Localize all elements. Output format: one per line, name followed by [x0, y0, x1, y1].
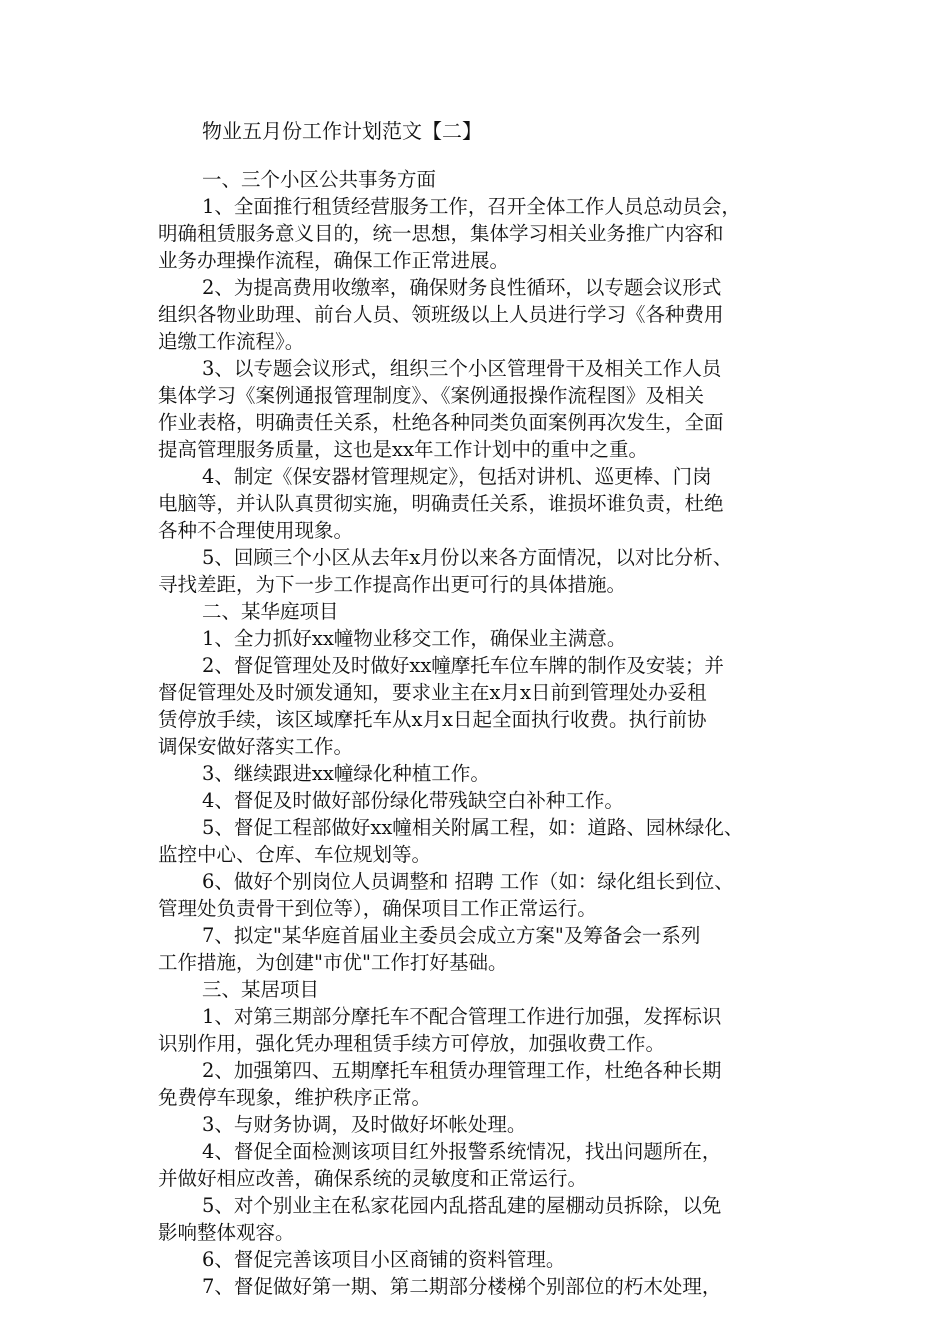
text-line: 4、督促及时做好部份绿化带残缺空白补种工作。	[202, 789, 624, 812]
text-line: 6、督促完善该项目小区商铺的资料管理。	[202, 1248, 566, 1271]
text-line: 2、加强第四、五期摩托车租赁办理管理工作，杜绝各种长期	[202, 1059, 722, 1082]
text-line: 明确租赁服务意义目的，统一思想，集体学习相关业务推广内容和	[158, 222, 724, 245]
text-line: 3、继续跟进xx幢绿化种植工作。	[202, 762, 490, 785]
text-line: 并做好相应改善，确保系统的灵敏度和正常运行。	[158, 1167, 588, 1190]
text-line: 各种不合理使用现象。	[158, 519, 354, 542]
text-line: 7、督促做好第一期、第二期部分楼梯个别部位的朽木处理，	[202, 1275, 722, 1298]
text-line: 集体学习《案例通报管理制度》、《案例通报操作流程图》及相关	[158, 384, 705, 407]
document-page	[158, 118, 808, 1300]
text-line: 调保安做好落实工作。	[158, 735, 354, 758]
document-title: 物业五月份工作计划范文【二】	[202, 119, 482, 143]
text-line: 5、回顾三个小区从去年x月份以来各方面情况，以对比分析、	[202, 546, 733, 569]
text-line: 免费停车现象，维护秩序正常。	[158, 1086, 432, 1109]
text-line: 追缴工作流程》。	[158, 330, 305, 353]
document-body	[158, 166, 808, 1300]
text-line: 6、做好个别岗位人员调整和 招聘 工作（如：绿化组长到位、	[202, 870, 734, 893]
text-line: 三、某居项目	[202, 978, 320, 1001]
text-line: 督促管理处及时颁发通知，要求业主在x月x日前到管理处办妥租	[158, 681, 707, 704]
text-line: 1、全面推行租赁经营服务工作，召开全体工作人员总动员会，	[202, 195, 741, 218]
text-line: 寻找差距，为下一步工作提高作出更可行的具体措施。	[158, 573, 627, 596]
text-line: 监控中心、仓库、车位规划等。	[158, 843, 432, 866]
text-line: 一、三个小区公共事务方面	[202, 168, 437, 191]
text-line: 3、以专题会议形式，组织三个小区管理骨干及相关工作人员	[202, 357, 722, 380]
text-line: 管理处负责骨干到位等），确保项目工作正常运行。	[158, 897, 597, 920]
text-line: 5、督促工程部做好xx幢相关附属工程，如：道路、园林绿化、	[202, 816, 744, 839]
text-line: 二、某华庭项目	[202, 600, 339, 623]
text-line: 工作措施，为创建"市优"工作打好基础。	[158, 951, 508, 974]
text-line: 7、拟定"某华庭首届业主委员会成立方案"及筹备会一系列	[202, 924, 701, 947]
text-line: 识别作用，强化凭办理租赁手续方可停放，加强收费工作。	[158, 1032, 666, 1055]
text-line: 5、对个别业主在私家花园内乱搭乱建的屋棚动员拆除，以免	[202, 1194, 722, 1217]
text-line: 作业表格，明确责任关系，杜绝各种同类负面案例再次发生，全面	[158, 411, 724, 434]
text-line: 赁停放手续，该区域摩托车从x月x日起全面执行收费。执行前协	[158, 708, 707, 731]
text-line: 1、对第三期部分摩托车不配合管理工作进行加强，发挥标识	[202, 1005, 722, 1028]
text-line: 3、与财务协调，及时做好坏帐处理。	[202, 1113, 527, 1136]
text-line: 4、督促全面检测该项目红外报警系统情况，找出问题所在，	[202, 1140, 722, 1163]
text-line: 提高管理服务质量，这也是xx年工作计划中的重中之重。	[158, 438, 648, 461]
text-line: 1、全力抓好xx幢物业移交工作，确保业主满意。	[202, 627, 627, 650]
text-line: 业务办理操作流程，确保工作正常进展。	[158, 249, 510, 272]
text-line: 影响整体观容。	[158, 1221, 295, 1244]
text-line: 2、督促管理处及时做好xx幢摩托车位车牌的制作及安装；并	[202, 654, 724, 677]
text-line: 2、为提高费用收缴率，确保财务良性循环，以专题会议形式	[202, 276, 722, 299]
text-line: 4、制定《保安器材管理规定》，包括对讲机、巡更棒、门岗	[202, 465, 712, 488]
text-line: 电脑等，并认队真贯彻实施，明确责任关系，谁损坏谁负责，杜绝	[158, 492, 724, 515]
text-line: 组织各物业助理、前台人员、领班级以上人员进行学习《各种费用	[158, 303, 724, 326]
